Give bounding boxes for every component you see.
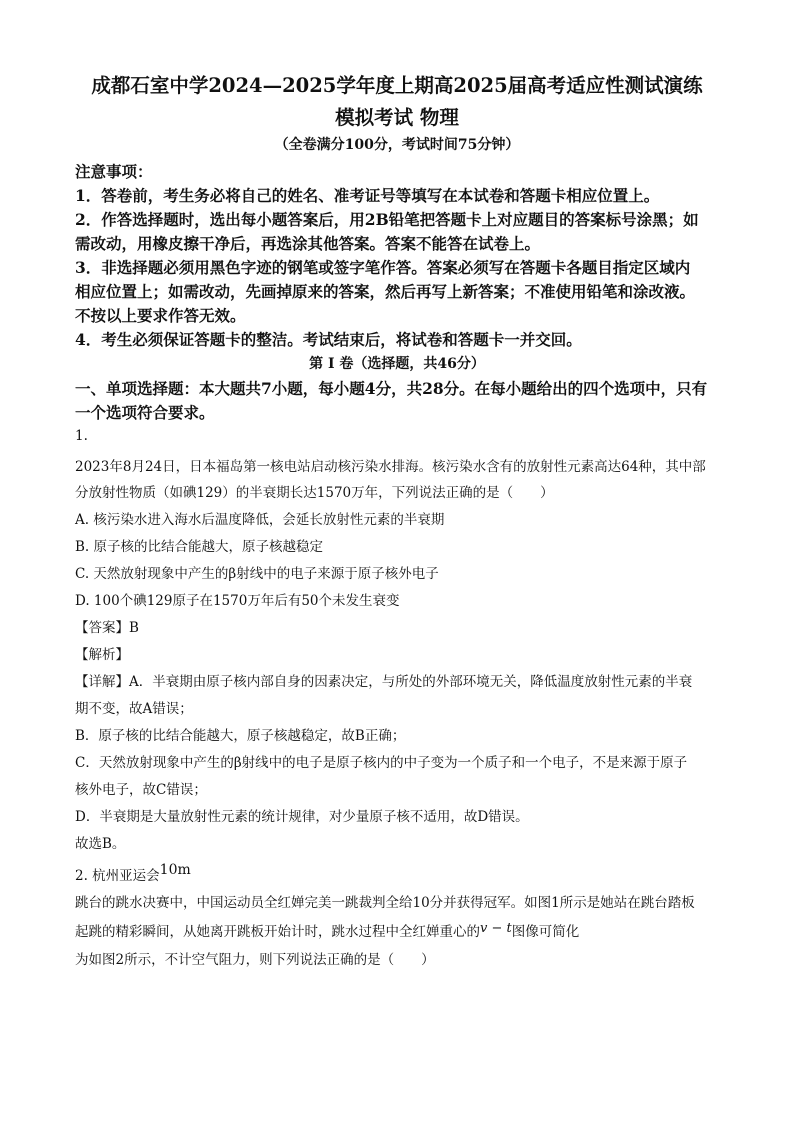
q2-stem-line2 (75, 920, 579, 940)
q1-number: 1. (75, 428, 88, 444)
q2-stem-line2-a: 起跳的精彩瞬间，从她离开跳板开始计时，跳水过程中全红婵重心的 (75, 924, 480, 940)
q1-option-c: C. 天然放射现象中产生的β射线中的电子来源于原子核外电子 (75, 566, 439, 582)
q1-option-b: B. 原子核的比结合能越大，原子核越稳定 (75, 539, 324, 555)
q1-option-d: D. 100个碘129原子在1570万年后有50个未发生衰变 (75, 593, 400, 609)
notice-line-5: 相应位置上；如需改动，先画掉原来的答案，然后再写上新答案；不准使用铅笔和涂改液。 (75, 282, 696, 301)
notice-line-7: 4．考生必须保证答题卡的整洁。考试结束后，将试卷和答题卡一并交回。 (75, 330, 582, 349)
section-instruction-line1: 一、单项选择题：本大题共7小题，每小题4分，共28分。在每小题给出的四个选项中，只有 (75, 379, 708, 398)
q2-height-value: 10m (159, 862, 191, 878)
q1-detail-line-4: C．天然放射现象中产生的β射线中的电子是原子核内的中子变为一个质子和一个电子，不是来源于原子 (75, 755, 688, 771)
q1-analysis-heading: 【解析】 (75, 647, 129, 663)
q2-stem-line2-b: 图像可简化 (511, 924, 580, 940)
section-instruction-line2: 一个选项符合要求。 (75, 403, 215, 422)
q1-detail-line-2: 期不变，故A错误； (75, 701, 193, 717)
q2-stem-line3: 为如图2所示，不计空气阻力，则下列说法正确的是（ ） (75, 952, 435, 968)
notice-heading: 注意事项： (75, 162, 153, 181)
notice-line-1: 1．答卷前，考生务必将自己的姓名、准考证号等填写在本试卷和答题卡相应位置上。 (75, 186, 660, 205)
q2-vt-symbol: v − t (480, 921, 512, 936)
exam-title-line2: 模拟考试 物理 (335, 106, 459, 129)
q1-stem-line2: 分放射性物质（如碘129）的半衰期长达1570万年，下列说法正确的是（ ） (75, 485, 554, 501)
notice-line-4: 3．非选择题必须用黑色字迹的钢笔或签字笔作答。答案必须写在答题卡各题目指定区域内 (75, 258, 691, 277)
notice-line-6: 不按以上要求作答无效。 (75, 306, 246, 325)
q1-option-a: A. 核污染水进入海水后温度降低，会延长放射性元素的半衰期 (75, 512, 445, 528)
q1-detail-line-5: 核外电子，故C错误； (75, 782, 207, 798)
q1-detail-line-6: D．半衰期是大量放射性元素的统计规律，对少量原子核不适用，故D错误。 (75, 809, 529, 825)
exam-subtitle: （全卷满分100分，考试时间75分钟） (274, 137, 520, 153)
q1-detail-line-3: B．原子核的比结合能越大，原子核越稳定，故B正确； (75, 728, 406, 744)
q1-detail-line-7: 故选B。 (75, 836, 126, 852)
notice-line-3: 需改动，用橡皮擦干净后，再选涂其他答案。答案不能答在试卷上。 (75, 234, 541, 253)
q2-stem-line1: 跳台的跳水决赛中，中国运动员全红婵完美一跳裁判全给10分并获得冠军。如图1所示是她站在跳台踏板 (75, 895, 695, 911)
q1-detail-line-1: 【详解】A．半衰期由原子核内部自身的因素决定，与所处的外部环境无关，降低温度放射性元素的半衰 (75, 674, 693, 690)
exam-title-line1: 成都石室中学2024—2025学年度上期高2025届高考适应性测试演练 (91, 74, 703, 97)
q2-prefix: 2. 杭州亚运会 (75, 868, 160, 884)
q2-stem-line0 (75, 864, 191, 884)
section-title: 第 I 卷（选择题，共46分） (309, 356, 485, 372)
notice-line-2: 2．作答选择题时，选出每小题答案后，用2B铅笔把答题卡上对应题目的答案标号涂黑；如 (75, 210, 699, 229)
q1-answer: 【答案】B (75, 620, 139, 636)
q1-stem-line1: 2023年8月24日，日本福岛第一核电站启动核污染水排海。核污染水含有的放射性元素高达64种，其中部 (75, 459, 706, 475)
